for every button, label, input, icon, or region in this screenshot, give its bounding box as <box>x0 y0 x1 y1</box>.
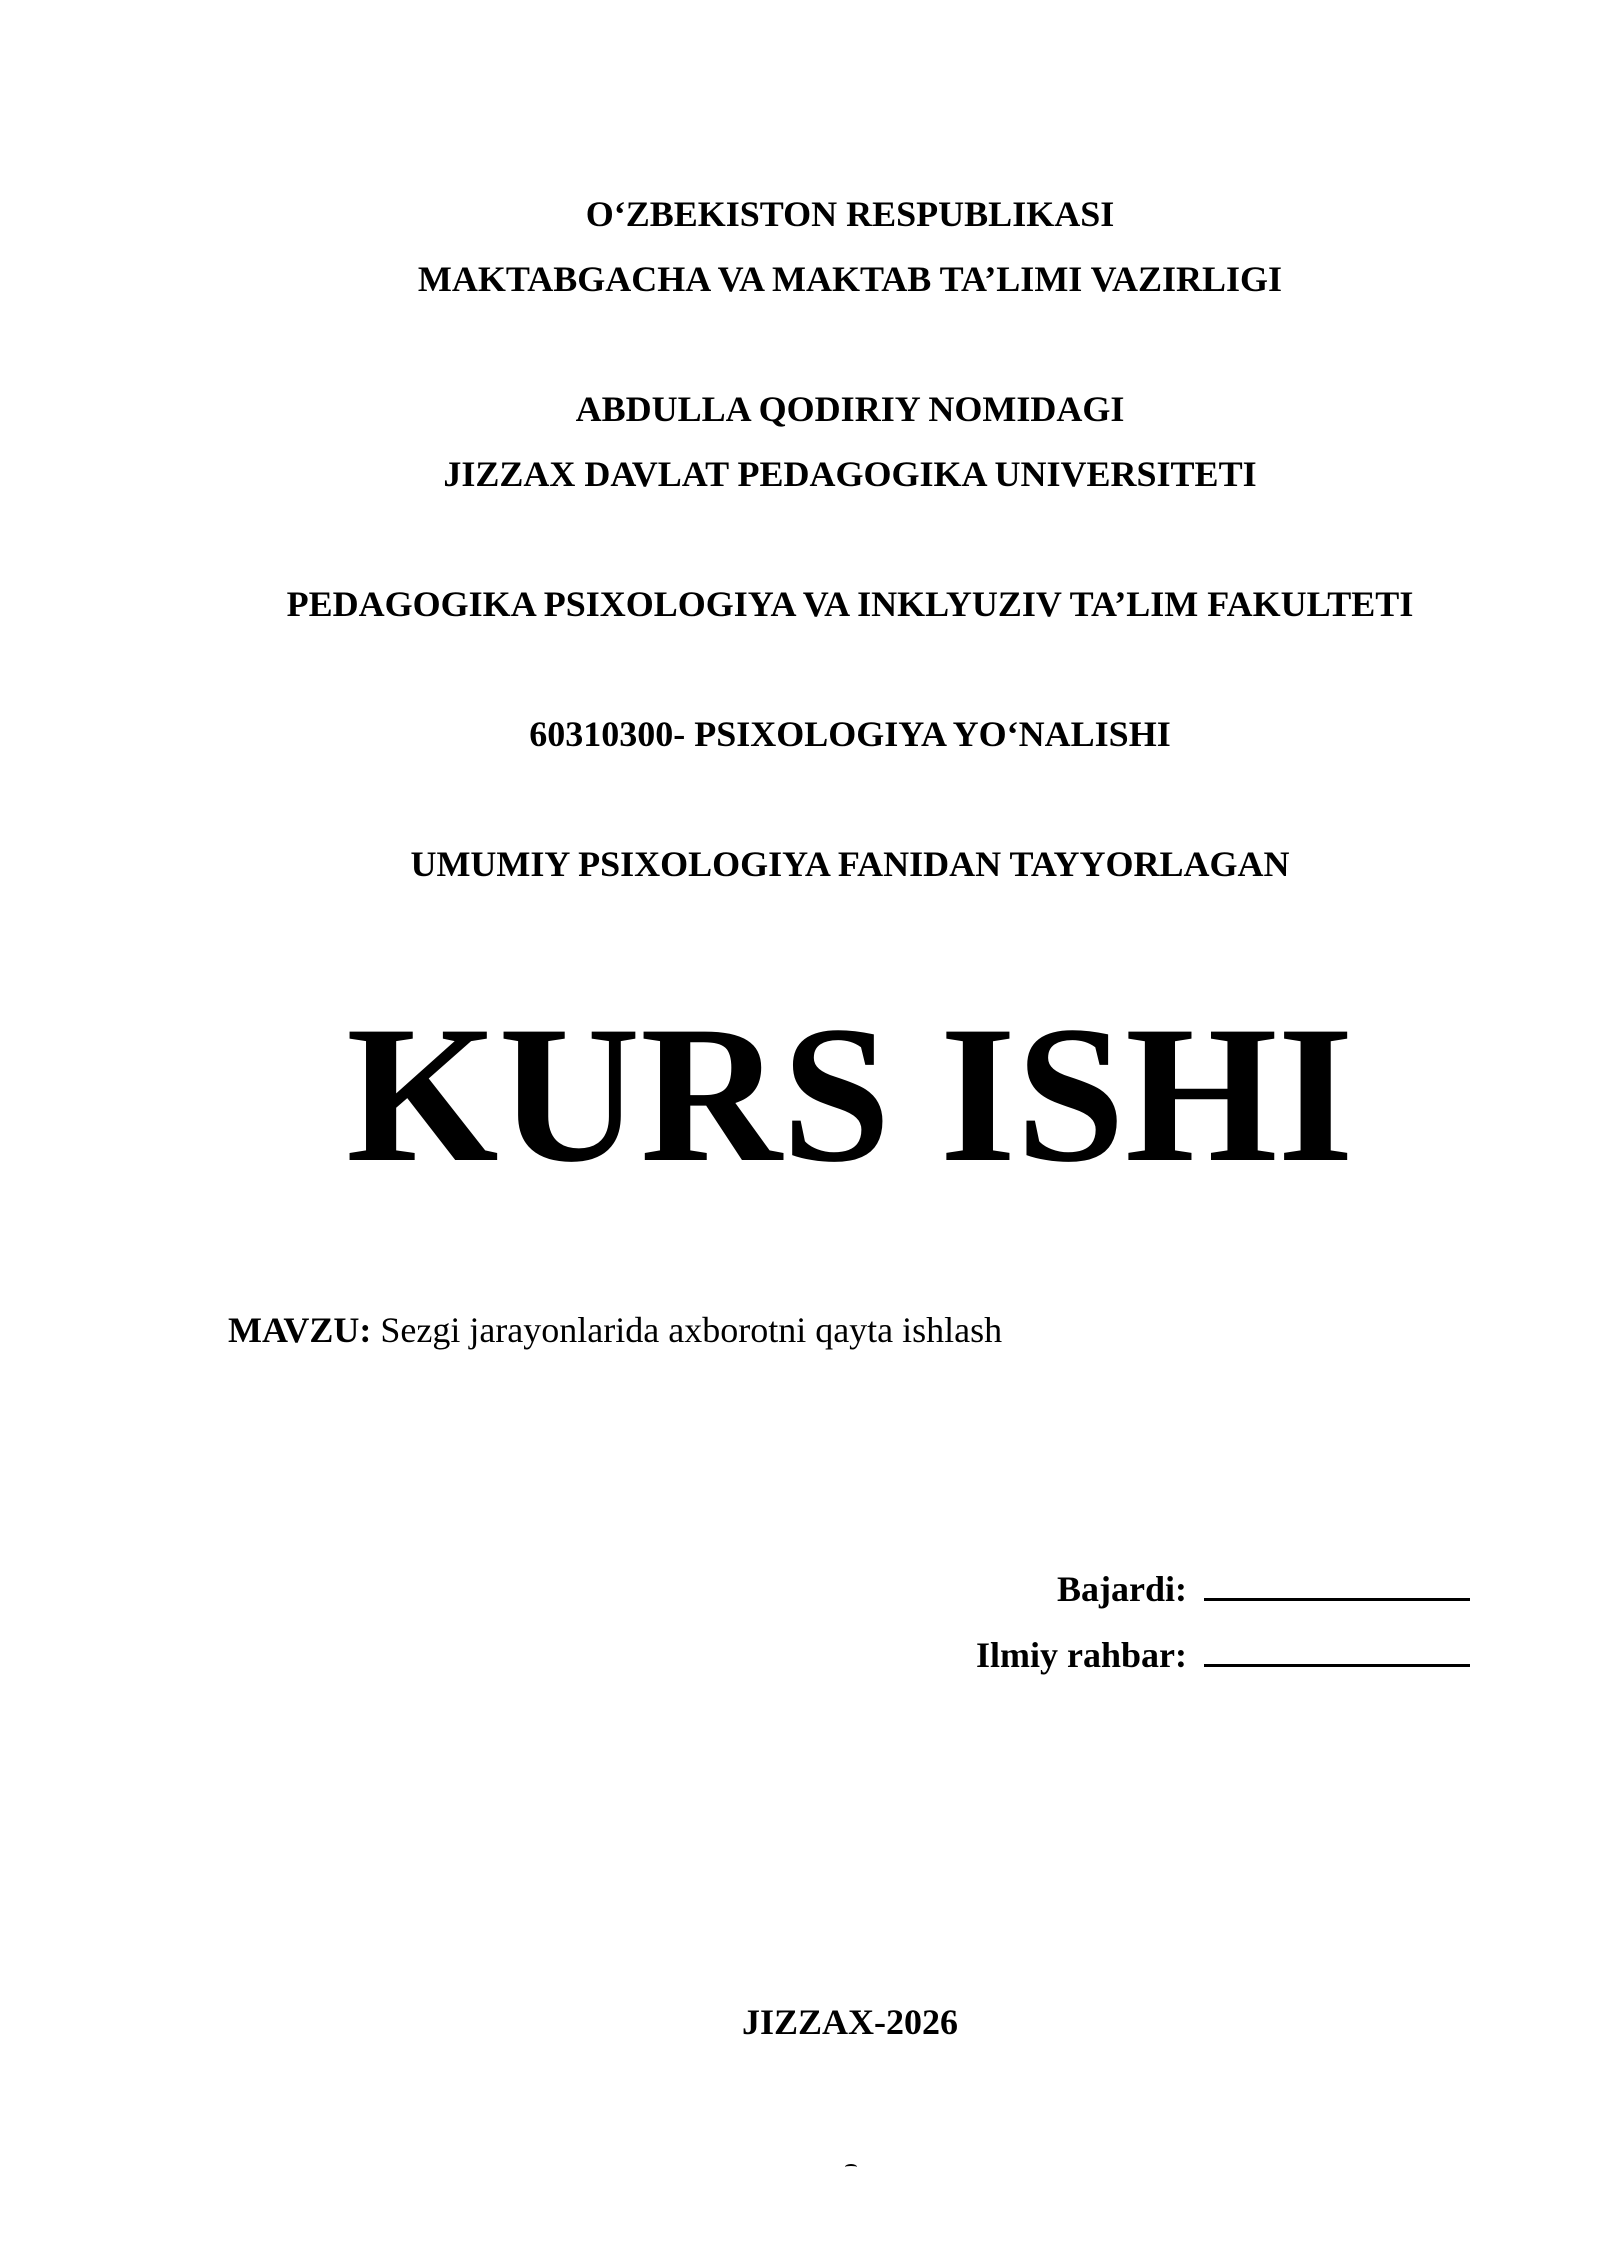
ministry-name-line: MAKTABGACHA VA MAKTAB TA’LIMI VAZIRLIGI <box>417 259 1283 299</box>
city-year: JIZZAX-2026 <box>741 2002 959 2042</box>
university-name-line2: JIZZAX DAVLAT PEDAGOGIKA UNIVERSITETI <box>443 454 1257 494</box>
ministry-country-line: O‘ZBEKISTON RESPUBLIKASI <box>585 194 1115 234</box>
document-title: KURS ISHI <box>346 986 1354 1203</box>
page-mark <box>845 2164 857 2170</box>
supervisor-label: Ilmiy rahbar: <box>976 1635 1187 1675</box>
topic-line <box>228 1308 1002 1352</box>
university-name-line1: ABDULLA QODIRIY NOMIDAGI <box>575 389 1125 429</box>
topic-value: Sezgi jarayonlarida axborotni qayta ishlash <box>371 1310 1003 1350</box>
supervisor-signature-line <box>1204 1634 1470 1667</box>
supervisor-signature-row <box>770 1633 1470 1677</box>
performer-signature-row <box>770 1567 1470 1611</box>
performer-signature-line <box>1204 1568 1470 1601</box>
faculty-line: PEDAGOGIKA PSIXOLOGIYA VA INKLYUZIV TA’LIM FAKULTETI <box>286 584 1414 624</box>
direction-line: 60310300- PSIXOLOGIYA YO‘NALISHI <box>529 714 1171 754</box>
subject-line: UMUMIY PSIXOLOGIYA FANIDAN TAYYORLAGAN <box>410 844 1290 884</box>
performer-label: Bajardi: <box>1057 1569 1187 1609</box>
topic-label: MAVZU: <box>228 1310 372 1350</box>
